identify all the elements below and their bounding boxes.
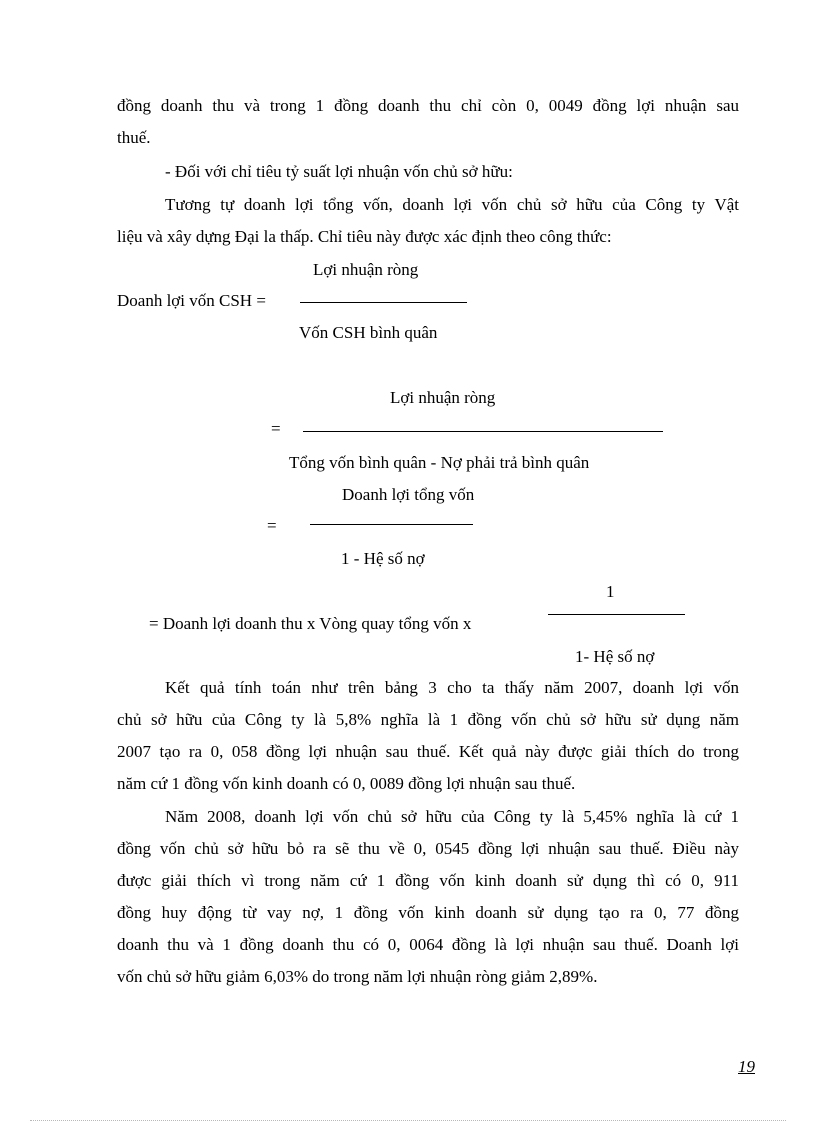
paragraph-line: Năm 2008, doanh lợi vốn chủ sở hữu của Công ty là 5,45% nghĩa là cứ 1 bbox=[165, 807, 739, 826]
paragraph-line: Tương tự doanh lợi tổng vốn, doanh lợi vốn chủ sở hữu của Công ty Vật bbox=[165, 195, 739, 214]
formula-numerator: Lợi nhuận ròng bbox=[313, 260, 419, 279]
fraction-bar bbox=[310, 524, 473, 525]
formula-denominator: 1 - Hệ số nợ bbox=[341, 549, 425, 568]
paragraph-line: liệu và xây dựng Đại la thấp. Chỉ tiêu này được xác định theo công thức: bbox=[117, 227, 612, 246]
paragraph-line: đồng vốn chủ sở hữu bỏ ra sẽ thu về 0, 0545 đồng lợi nhuận sau thuế. Điều này bbox=[117, 839, 739, 858]
paragraph-line: 2007 tạo ra 0, 058 đồng lợi nhuận sau thuế. Kết quả này được giải thích do trong bbox=[117, 742, 739, 761]
formula-denominator: 1- Hệ số nợ bbox=[575, 647, 655, 666]
paragraph-line: đồng huy động từ vay nợ, 1 đồng vốn kinh doanh sử dụng tạo ra 0, 77 đồng bbox=[117, 903, 739, 922]
formula-denominator: Tổng vốn bình quân - Nợ phải trả bình quân bbox=[289, 453, 590, 472]
formula-numerator: Lợi nhuận ròng bbox=[390, 388, 496, 407]
equals-sign: = bbox=[267, 516, 277, 535]
intro-line: thuế. bbox=[117, 128, 151, 147]
paragraph-line: chủ sở hữu của Công ty là 5,8% nghĩa là 1 đồng vốn chủ sở hữu sử dụng năm bbox=[117, 710, 739, 729]
formula-numerator: 1 bbox=[606, 582, 615, 601]
intro-line: đồng doanh thu và trong 1 đồng doanh thu chỉ còn 0, 0049 đồng lợi nhuận sau bbox=[117, 96, 739, 115]
paragraph-line: doanh thu và 1 đồng doanh thu có 0, 0064 đồng là lợi nhuận sau thuế. Doanh lợi bbox=[117, 935, 739, 954]
page-number: 19 bbox=[738, 1057, 755, 1076]
paragraph-line: Kết quả tính toán như trên bảng 3 cho ta thấy năm 2007, doanh lợi vốn bbox=[165, 678, 739, 697]
formula-numerator: Doanh lợi tổng vốn bbox=[342, 485, 475, 504]
formula-lhs: Doanh lợi vốn CSH = bbox=[117, 291, 266, 310]
page-bottom-border bbox=[30, 1120, 786, 1121]
formula-prefix: = Doanh lợi doanh thu x Vòng quay tổng vốn x bbox=[149, 614, 472, 633]
section-heading: - Đối với chỉ tiêu tỷ suất lợi nhuận vốn chủ sở hữu: bbox=[165, 162, 513, 181]
fraction-bar bbox=[303, 431, 663, 432]
paragraph-line: được giải thích vì trong năm cứ 1 đồng vốn kinh doanh sử dụng thì có 0, 911 bbox=[117, 871, 739, 890]
formula-denominator: Vốn CSH bình quân bbox=[299, 323, 438, 342]
fraction-bar bbox=[548, 614, 685, 615]
fraction-bar bbox=[300, 302, 467, 303]
paragraph-line: năm cứ 1 đồng vốn kinh doanh có 0, 0089 đồng lợi nhuận sau thuế. bbox=[117, 774, 576, 793]
paragraph-line: vốn chủ sở hữu giảm 6,03% do trong năm lợi nhuận ròng giảm 2,89%. bbox=[117, 967, 598, 986]
equals-sign: = bbox=[271, 419, 281, 438]
